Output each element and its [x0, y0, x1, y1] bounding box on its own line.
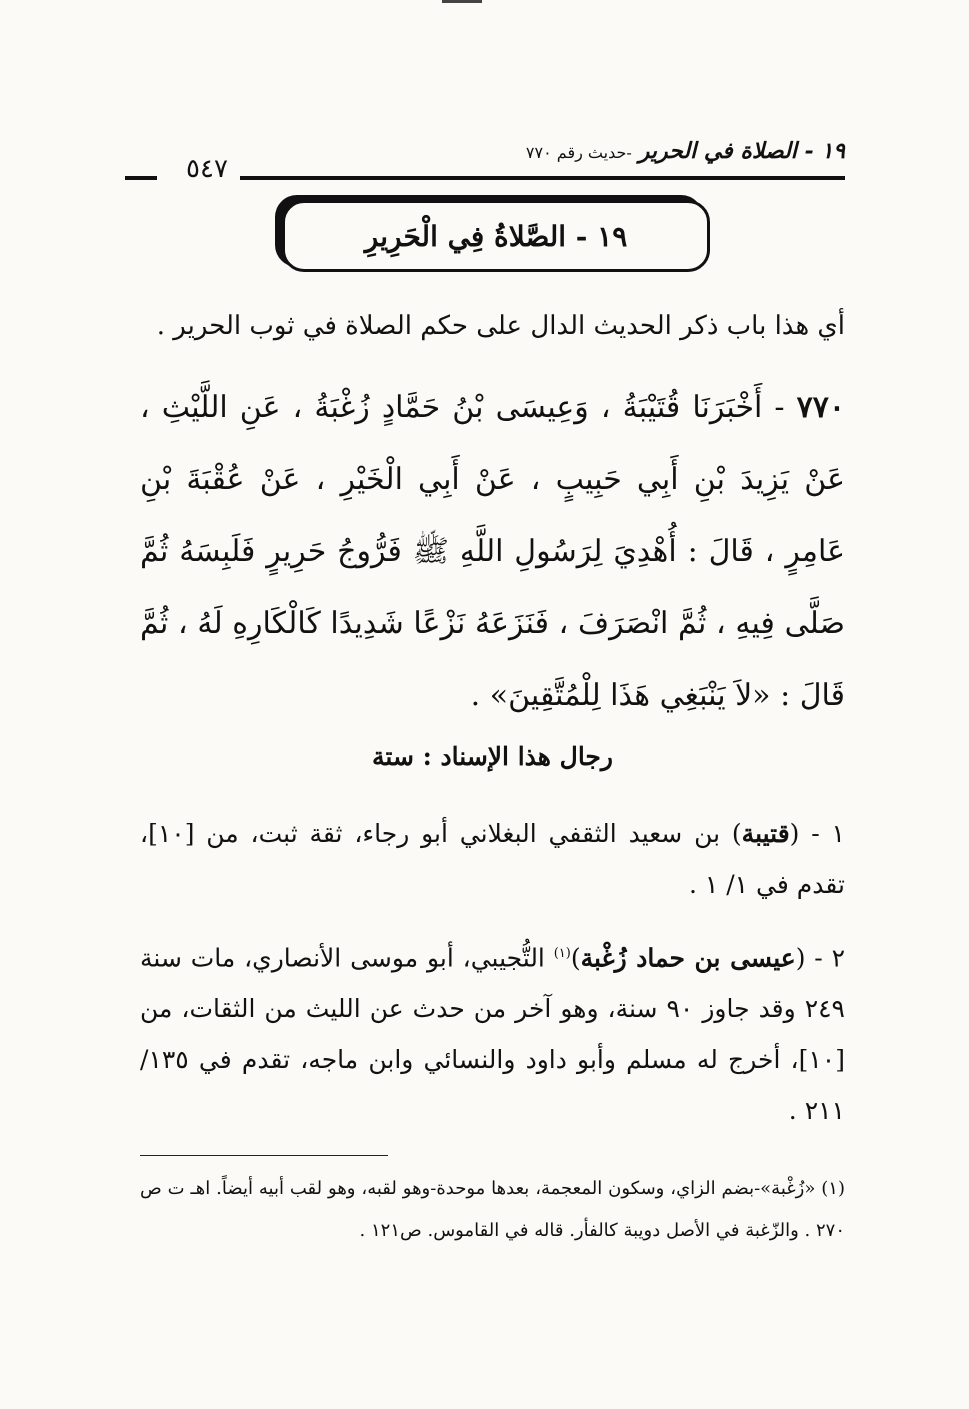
chapter-title: ١٩ - الصَّلاةُ فِي الْحَرِيرِ	[364, 219, 628, 253]
footnote-mark: (١)	[821, 1178, 845, 1199]
footnote-text: «زُغْبة»-بضم الزاي، وسكون المعجمة، بعدها موحدة-وهو لقبه، وهو لقب أبيه أيضاً. اهـ ت ص ٢٧٠ . والزّغبة في الأصل دويبة كالفأر. قاله في القاموس. ص١٢١ .	[140, 1178, 845, 1241]
page-number-dash	[125, 176, 157, 180]
footnote	[140, 1168, 845, 1252]
narrator-prefix: ١ - (	[789, 819, 845, 848]
chapter-title-box	[282, 200, 710, 272]
narrator-prefix: ٢ - (	[795, 943, 845, 973]
narrator-name: عيسى بن حماد زُغْبة	[580, 943, 796, 973]
narrator-details: ) بن سعيد الثقفي البغلاني أبو رجاء، ثقة ثبت، من [١٠]، تقدم في ١/ ١ .	[140, 819, 845, 899]
narrator-name: قتيبة	[741, 819, 790, 848]
top-edge-mark	[442, 0, 482, 3]
page-number: ٥٤٧	[186, 154, 228, 184]
footnote-reference[interactable]: (١)	[553, 946, 571, 961]
narrator-details: التُّجيبي، أبو موسى الأنصاري، مات سنة ٢٤٩ وقد جاوز ٩٠ سنة، وهو آخر من حدث عن الليث من الثقات، من [١٠]، أخرج له مسلم وأبو داود والنسائي وابن ماجه، تقدم في ١٣٥/ ٢١١ .	[140, 943, 845, 1126]
running-header-chapter: ١٩ - الصلاة في الحرير	[638, 138, 845, 164]
hadith-text: - أَخْبَرَنَا قُتَيْبَةُ ، وَعِيسَى بْنُ حَمَّادٍ زُغْبَةُ ، عَنِ اللَّيْثِ ، عَنْ يَزِيدَ بْنِ أَبِي حَبِيبٍ ، عَنْ أَبِي الْخَيْرِ ، عَنْ عُقْبَةَ بْنِ عَامِرٍ ، قَالَ : أُهْدِيَ لِرَسُولِ اللَّهِ ﷺ فَرُّوجُ حَرِيرٍ فَلَبِسَهُ ثُمَّ صَلَّى فِيهِ ، ثُمَّ انْصَرَفَ ، فَنَزَعَهُ نَزْعًا شَدِيدًا كَالْكَارِهِ لَهُ ، ثُمَّ قَالَ : «لاَ يَنْبَغِي هَذَا لِلْمُتَّقِينَ» .	[140, 390, 845, 713]
hadith-paragraph	[140, 372, 845, 732]
narrator-entry	[140, 928, 845, 1136]
narrator-entry	[140, 808, 845, 910]
footnote-rule	[140, 1155, 388, 1156]
running-header-hadith-ref: -حديث رقم ٧٧٠	[525, 143, 632, 162]
narrators-heading: رجال هذا الإسناد : ستة	[372, 742, 613, 771]
hadith-number: ٧٧٠	[796, 390, 845, 425]
intro-paragraph: أي هذا باب ذكر الحديث الدال على حكم الصلاة في ثوب الحرير .	[156, 311, 845, 341]
running-header-title	[526, 138, 845, 164]
running-header	[125, 138, 845, 184]
narrator-name-close: )	[570, 943, 581, 973]
header-rule	[240, 176, 845, 180]
